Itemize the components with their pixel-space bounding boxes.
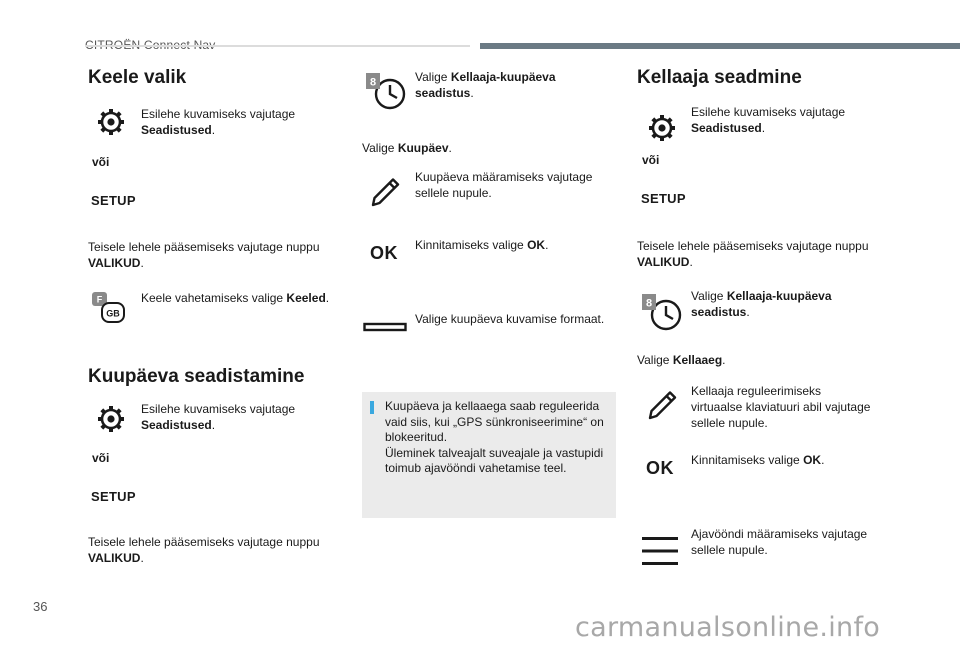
svg-text:GB: GB	[106, 308, 120, 319]
gear-icon	[96, 107, 126, 137]
lang-step1: Esilehe kuvamiseks vajutage Seadistused.	[141, 107, 296, 137]
clock-paragraph: Teisele lehele pääsemiseks vajutage nuppu VALIKUD.	[637, 239, 869, 269]
info-text: Kuupäeva ja kellaaega saab reguleerida vaid siis, kui „GPS sünkroniseerimine“ on blokeeritud. Üleminek talveajalt suveajale ja vastupidi toimub ajavööndi vahetamise teel.	[385, 399, 604, 475]
edit-date-step: Kuupäeva määramiseks vajutage sellele nupule.	[415, 170, 593, 200]
pencil-icon	[645, 387, 679, 423]
pencil-icon	[368, 174, 402, 210]
section-title-language: Keele valik	[88, 67, 187, 88]
format-slider-icon	[363, 320, 407, 334]
confirm-time-step: Kinnitamiseks valige OK.	[691, 453, 825, 467]
gear-icon	[96, 404, 126, 434]
clock-settings-icon	[366, 73, 408, 111]
ok-button-label: OK	[646, 458, 674, 478]
gear-icon	[647, 113, 677, 143]
confirm-date-step: Kinnitamiseks valige OK.	[415, 238, 549, 252]
menu-lines-icon	[642, 535, 678, 567]
or-label: või	[642, 153, 660, 167]
svg-text:F: F	[96, 294, 103, 305]
clock-date-settings-step: Valige Kellaaja-kuupäeva seadistus.	[691, 289, 832, 319]
lang-step2: Keele vahetamiseks valige Keeled.	[141, 291, 330, 305]
section-title-clock: Kellaaja seadmine	[637, 67, 802, 88]
section-title-date: Kuupäeva seadistamine	[88, 366, 305, 387]
info-icon	[370, 401, 374, 414]
date-step1: Esilehe kuvamiseks vajutage Seadistused.	[141, 402, 296, 432]
choose-time-step: Valige Kellaaeg.	[637, 353, 726, 367]
svg-text:8: 8	[369, 76, 377, 89]
lang-paragraph: Teisele lehele pääsemiseks vajutage nuppu VALIKUD.	[88, 240, 320, 270]
clock-step1: Esilehe kuvamiseks vajutage Seadistused.	[691, 105, 846, 135]
ok-button-label: OK	[370, 243, 398, 263]
or-label: või	[92, 451, 110, 465]
clock-settings-icon	[642, 294, 684, 332]
choose-date-step: Valige Kuupäev.	[362, 141, 452, 155]
date-format-step: Valige kuupäeva kuvamise formaat.	[415, 312, 605, 326]
edit-time-step: Kellaaja reguleerimiseks virtuaalse klaviatuuri abil vajutage sellele nupule.	[691, 384, 871, 430]
watermark: carmanualsonline.info	[575, 612, 881, 643]
svg-text:8: 8	[645, 297, 653, 310]
setup-button-label: SETUP	[91, 193, 136, 208]
language-flag-icon	[92, 292, 126, 324]
clock-date-settings-step: Valige Kellaaja-kuupäeva seadistus.	[415, 70, 556, 100]
page-number: 36	[33, 599, 48, 614]
header-bar	[480, 43, 960, 49]
setup-button-label: SETUP	[641, 191, 686, 206]
header-divider	[85, 45, 470, 47]
setup-button-label: SETUP	[91, 489, 136, 504]
date-paragraph: Teisele lehele pääsemiseks vajutage nuppu VALIKUD.	[88, 535, 320, 565]
or-label: või	[92, 155, 110, 169]
timezone-step: Ajavööndi määramiseks vajutage sellele nupule.	[691, 527, 868, 557]
